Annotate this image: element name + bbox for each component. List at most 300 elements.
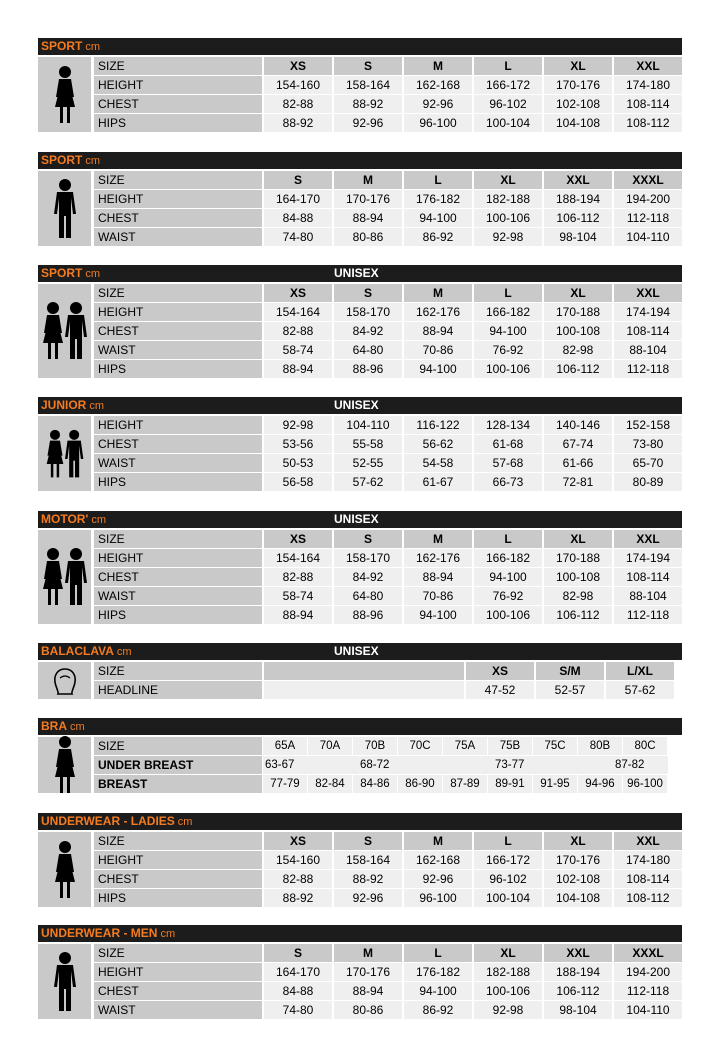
man-icon	[38, 171, 91, 246]
row-label: WAIST	[94, 341, 262, 359]
row-label: WAIST	[94, 228, 262, 246]
table-row	[94, 568, 682, 586]
table-row	[94, 341, 682, 359]
value-cell: 170-176	[334, 963, 402, 981]
unit-label: cm	[70, 721, 85, 733]
value-cell: 154-160	[264, 76, 332, 94]
value-cell: 63-67	[265, 759, 295, 771]
value-cell: 154-164	[264, 303, 332, 321]
value-cell: 96-100	[404, 114, 472, 132]
value-cell: 88-94	[264, 606, 332, 624]
value-cell: 84-92	[334, 322, 402, 340]
row-label: HEADLINE	[94, 681, 262, 699]
section-title-text: BALACLAVA	[41, 644, 114, 658]
value-cell: 88-94	[334, 209, 402, 227]
size-cells	[262, 171, 682, 189]
value-cell: 104-110	[614, 228, 682, 246]
size-cell: M	[334, 171, 402, 189]
value-cells	[262, 95, 682, 113]
value-cell: 82-88	[264, 322, 332, 340]
value-cell: 108-114	[614, 870, 682, 888]
value-cell: 61-68	[474, 435, 542, 453]
size-cell: S	[334, 284, 402, 302]
value-cells	[262, 303, 682, 321]
value-cell: 104-110	[614, 1001, 682, 1019]
value-cell: 92-96	[334, 889, 402, 907]
size-header-row	[94, 530, 682, 548]
row-label: HEIGHT	[94, 416, 262, 434]
table-body	[38, 284, 682, 379]
value-cells	[262, 454, 682, 472]
section-title	[41, 265, 100, 283]
row-label: BREAST	[94, 775, 262, 793]
row-label: HEIGHT	[94, 963, 262, 981]
value-cell: 106-112	[544, 606, 612, 624]
row-label: WAIST	[94, 587, 262, 605]
value-cell: 94-100	[404, 360, 472, 378]
size-cell: 70C	[398, 737, 442, 755]
value-cell: 88-92	[334, 95, 402, 113]
size-cell: S	[334, 832, 402, 850]
size-table	[38, 813, 682, 908]
unisex-label: UNISEX	[334, 512, 379, 526]
value-cell: 162-168	[404, 76, 472, 94]
unit-label: cm	[85, 268, 101, 280]
size-cells	[262, 284, 682, 302]
value-cell: 174-180	[614, 851, 682, 869]
value-cell: 96-102	[474, 95, 542, 113]
table-rows	[94, 416, 682, 492]
woman-icon	[38, 737, 91, 793]
value-cell: 94-100	[404, 209, 472, 227]
row-label: HIPS	[94, 889, 262, 907]
unisex-label: UNISEX	[334, 266, 379, 280]
row-label: SIZE	[94, 944, 262, 962]
value-cell: 96-100	[404, 889, 472, 907]
value-cell: 94-100	[474, 568, 542, 586]
value-cell: 100-106	[474, 209, 542, 227]
value-cell: 88-92	[334, 870, 402, 888]
size-header-row	[94, 944, 682, 962]
value-cell: 104-108	[544, 114, 612, 132]
row-label: SIZE	[94, 57, 262, 75]
value-cell: 86-92	[404, 1001, 472, 1019]
table-row	[94, 228, 682, 246]
section-title	[41, 718, 85, 736]
table-row	[94, 775, 668, 793]
size-cell: 70B	[353, 737, 397, 755]
value-cell: 92-98	[474, 1001, 542, 1019]
value-cell: 68-72	[360, 759, 390, 771]
value-cell: 55-58	[334, 435, 402, 453]
row-label: HIPS	[94, 114, 262, 132]
value-cell: 74-80	[264, 1001, 332, 1019]
value-cell: 108-112	[614, 114, 682, 132]
row-label: SIZE	[94, 171, 262, 189]
value-cell: 91-95	[533, 775, 577, 793]
table-row	[94, 1001, 682, 1019]
size-cell: S	[334, 530, 402, 548]
value-cell: 188-194	[544, 190, 612, 208]
value-cell: 88-94	[334, 982, 402, 1000]
unit-label: cm	[116, 646, 132, 658]
value-cell: 154-164	[264, 549, 332, 567]
section-header	[38, 925, 682, 942]
row-label: HEIGHT	[94, 76, 262, 94]
table-row	[94, 303, 682, 321]
value-cell: 100-106	[474, 606, 542, 624]
section-header	[38, 152, 682, 169]
size-cell: 75A	[443, 737, 487, 755]
head-figure-icon	[50, 666, 80, 696]
value-cell: 66-73	[474, 473, 542, 491]
value-cell: 102-108	[544, 95, 612, 113]
woman-figure-icon	[52, 735, 78, 795]
size-table	[38, 152, 682, 247]
value-cell: 154-160	[264, 851, 332, 869]
value-cell: 72-81	[544, 473, 612, 491]
table-row	[94, 190, 682, 208]
value-cells	[262, 982, 682, 1000]
value-cells	[262, 322, 682, 340]
section-header	[38, 265, 682, 282]
value-cell: 84-88	[264, 982, 332, 1000]
section-title	[41, 511, 106, 529]
value-cell: 162-176	[404, 549, 472, 567]
value-cell: 67-74	[544, 435, 612, 453]
size-cell: 70A	[308, 737, 352, 755]
size-table	[38, 925, 682, 1020]
value-cell: 94-96	[578, 775, 622, 793]
value-cell: 96-100	[623, 775, 667, 793]
size-cell: M	[404, 284, 472, 302]
man-icon	[38, 944, 91, 1019]
row-label: SIZE	[94, 737, 262, 755]
row-label: SIZE	[94, 284, 262, 302]
value-cell: 108-112	[614, 889, 682, 907]
value-cell: 164-170	[264, 190, 332, 208]
size-cell: S	[264, 944, 332, 962]
size-header-row	[94, 284, 682, 302]
unit-label: cm	[89, 400, 105, 412]
row-label: WAIST	[94, 454, 262, 472]
table-body	[38, 171, 682, 247]
couple-figure-icon	[42, 301, 88, 361]
row-label: HEIGHT	[94, 851, 262, 869]
value-cell: 92-96	[334, 114, 402, 132]
value-cell: 174-180	[614, 76, 682, 94]
table-row	[94, 549, 682, 567]
woman-icon	[38, 832, 91, 907]
section-title-text: UNDERWEAR - LADIES	[41, 814, 175, 828]
value-cell: 94-100	[404, 606, 472, 624]
value-cells	[262, 209, 682, 227]
section-header	[38, 718, 682, 735]
row-label: CHEST	[94, 982, 262, 1000]
size-cells	[262, 832, 682, 850]
value-cell: 74-80	[264, 228, 332, 246]
value-cell: 158-170	[334, 549, 402, 567]
value-cell: 58-74	[264, 587, 332, 605]
size-cell: M	[404, 57, 472, 75]
value-cell: 76-92	[474, 587, 542, 605]
value-cell: 100-108	[544, 568, 612, 586]
value-cells	[262, 963, 682, 981]
value-cell: 88-104	[614, 587, 682, 605]
value-cell: 100-104	[474, 889, 542, 907]
woman-figure-icon	[52, 65, 78, 125]
table-row	[94, 982, 682, 1000]
size-table	[38, 511, 682, 625]
size-cells	[262, 944, 682, 962]
couple-icon	[38, 530, 91, 624]
value-cell: 96-102	[474, 870, 542, 888]
value-cell: 112-118	[614, 982, 682, 1000]
row-label: HEIGHT	[94, 549, 262, 567]
size-cell: L	[404, 944, 472, 962]
value-cell: 140-146	[544, 416, 612, 434]
title-mark: '	[85, 512, 89, 526]
value-cell: 170-188	[544, 303, 612, 321]
unit-label: cm	[177, 816, 193, 828]
size-cell: L	[474, 57, 542, 75]
value-cells	[262, 606, 682, 624]
value-cell: 112-118	[614, 606, 682, 624]
table-row	[94, 889, 682, 907]
value-cell: 104-108	[544, 889, 612, 907]
row-label: SIZE	[94, 662, 262, 680]
table-rows	[94, 832, 682, 908]
value-cell: 98-104	[544, 228, 612, 246]
size-cell: L	[404, 171, 472, 189]
size-cell: M	[404, 832, 472, 850]
table-row	[94, 851, 682, 869]
value-cell: 166-172	[474, 76, 542, 94]
size-cell: XS	[264, 832, 332, 850]
table-row	[94, 870, 682, 888]
size-table	[38, 265, 682, 379]
value-cells	[262, 549, 682, 567]
value-cell: 70-86	[404, 341, 472, 359]
value-cell: 170-188	[544, 549, 612, 567]
size-cell: L/XL	[606, 662, 674, 680]
section-title-text: SPORT	[41, 153, 83, 167]
value-cell: 87-89	[443, 775, 487, 793]
man-figure-icon	[52, 178, 78, 240]
value-cell: 61-67	[404, 473, 472, 491]
value-cell: 106-112	[544, 209, 612, 227]
value-cells	[263, 756, 668, 774]
value-cells	[262, 416, 682, 434]
section-title-text: UNDERWEAR - MEN	[41, 926, 158, 940]
size-cell: XXL	[614, 57, 682, 75]
size-cells	[262, 57, 682, 75]
value-cell: 52-57	[536, 681, 604, 699]
value-cell: 170-176	[544, 76, 612, 94]
table-rows	[94, 944, 682, 1020]
couple-small-figure-icon	[45, 429, 85, 479]
size-cell: XS	[264, 57, 332, 75]
table-body	[38, 530, 682, 625]
size-cell: M	[334, 944, 402, 962]
value-cell: 92-96	[404, 870, 472, 888]
row-label: SIZE	[94, 832, 262, 850]
value-cell: 170-176	[334, 190, 402, 208]
section-header	[38, 813, 682, 830]
value-cells	[262, 568, 682, 586]
value-cell: 54-58	[404, 454, 472, 472]
size-cell: 80B	[578, 737, 622, 755]
value-cell: 77-79	[263, 775, 307, 793]
row-label: HEIGHT	[94, 190, 262, 208]
value-cell: 88-92	[264, 889, 332, 907]
size-cell: XXXL	[614, 171, 682, 189]
value-cells	[262, 76, 682, 94]
table-row	[94, 435, 682, 453]
value-cell: 92-96	[404, 95, 472, 113]
section-title-text: MOTOR	[41, 512, 86, 526]
size-cells	[262, 737, 667, 755]
value-cell: 88-104	[614, 341, 682, 359]
value-cell: 82-98	[544, 341, 612, 359]
value-cell: 176-182	[404, 190, 472, 208]
row-label: CHEST	[94, 95, 262, 113]
value-cell: 87-82	[615, 759, 645, 771]
table-body	[38, 737, 682, 794]
value-cell: 94-100	[474, 322, 542, 340]
woman-figure-icon	[52, 840, 78, 900]
table-row	[94, 114, 682, 132]
section-header	[38, 397, 682, 414]
value-cell: 86-92	[404, 228, 472, 246]
value-cell: 102-108	[544, 870, 612, 888]
row-label: CHEST	[94, 322, 262, 340]
value-cell: 194-200	[614, 190, 682, 208]
value-cell: 86-90	[398, 775, 442, 793]
value-cell: 88-96	[334, 606, 402, 624]
size-cell: M	[404, 530, 472, 548]
value-cells	[262, 341, 682, 359]
size-cell: XXL	[544, 171, 612, 189]
section-title	[41, 152, 100, 170]
value-cells	[262, 775, 667, 793]
blank-cell	[264, 662, 464, 680]
value-cells	[262, 587, 682, 605]
value-cell: 166-182	[474, 303, 542, 321]
value-cell: 98-104	[544, 1001, 612, 1019]
value-cells	[464, 681, 674, 699]
value-cell: 100-106	[474, 982, 542, 1000]
value-cell: 166-172	[474, 851, 542, 869]
section-title	[41, 397, 104, 415]
balaclava-table	[38, 643, 682, 700]
size-cell: 65A	[263, 737, 307, 755]
value-cell: 47-52	[466, 681, 534, 699]
section-title	[41, 925, 175, 943]
size-cell: 80C	[623, 737, 667, 755]
value-cell: 88-92	[264, 114, 332, 132]
value-cell: 88-94	[404, 568, 472, 586]
row-label: CHEST	[94, 435, 262, 453]
row-label: HEIGHT	[94, 303, 262, 321]
value-cells	[262, 870, 682, 888]
row-label: WAIST	[94, 1001, 262, 1019]
value-cell: 174-194	[614, 303, 682, 321]
size-header-row	[94, 832, 682, 850]
value-cell: 84-86	[353, 775, 397, 793]
value-cell: 164-170	[264, 963, 332, 981]
value-cell: 152-158	[614, 416, 682, 434]
row-label: SIZE	[94, 530, 262, 548]
size-cell: XL	[474, 944, 542, 962]
size-cells	[262, 530, 682, 548]
table-rows	[94, 284, 682, 379]
unisex-label: UNISEX	[334, 398, 379, 412]
value-cell: 176-182	[404, 963, 472, 981]
value-cell: 112-118	[614, 360, 682, 378]
unit-label: cm	[85, 155, 101, 167]
section-header	[38, 643, 682, 660]
value-cell: 50-53	[264, 454, 332, 472]
size-cell: XS	[264, 530, 332, 548]
table-rows	[94, 737, 668, 794]
size-header-row	[94, 171, 682, 189]
value-cell: 174-194	[614, 549, 682, 567]
section-title-text: SPORT	[41, 39, 83, 53]
size-cell: XS	[466, 662, 534, 680]
table-body	[38, 662, 682, 700]
row-label: CHEST	[94, 209, 262, 227]
table-rows	[94, 171, 682, 247]
table-row	[94, 756, 668, 774]
value-cell: 64-80	[334, 587, 402, 605]
value-cell: 61-66	[544, 454, 612, 472]
value-cell: 106-112	[544, 982, 612, 1000]
value-cell: 104-110	[334, 416, 402, 434]
value-cell: 106-112	[544, 360, 612, 378]
table-row	[94, 681, 674, 699]
couple-icon	[38, 284, 91, 378]
size-cell: L	[474, 832, 542, 850]
section-title	[41, 38, 100, 56]
table-row	[94, 76, 682, 94]
size-header-row	[94, 57, 682, 75]
unit-label: cm	[85, 41, 101, 53]
value-cell: 56-62	[404, 435, 472, 453]
size-cell: S/M	[536, 662, 604, 680]
size-cell: XL	[544, 832, 612, 850]
table-body	[38, 57, 682, 133]
value-cell: 58-74	[264, 341, 332, 359]
value-cell: 73-77	[495, 759, 525, 771]
size-cell: L	[474, 284, 542, 302]
value-cell: 108-114	[614, 322, 682, 340]
row-label: UNDER BREAST	[94, 756, 262, 774]
value-cells	[262, 889, 682, 907]
section-title-text: SPORT	[41, 266, 83, 280]
row-label: HIPS	[94, 473, 262, 491]
value-cell: 88-94	[264, 360, 332, 378]
value-cell: 112-118	[614, 209, 682, 227]
table-rows	[94, 530, 682, 625]
size-cell: S	[264, 171, 332, 189]
head-icon	[38, 662, 91, 699]
table-row	[94, 416, 682, 434]
size-cell: XS	[264, 284, 332, 302]
size-header-row	[94, 662, 674, 680]
size-cell: XL	[544, 284, 612, 302]
woman-icon	[38, 57, 91, 132]
